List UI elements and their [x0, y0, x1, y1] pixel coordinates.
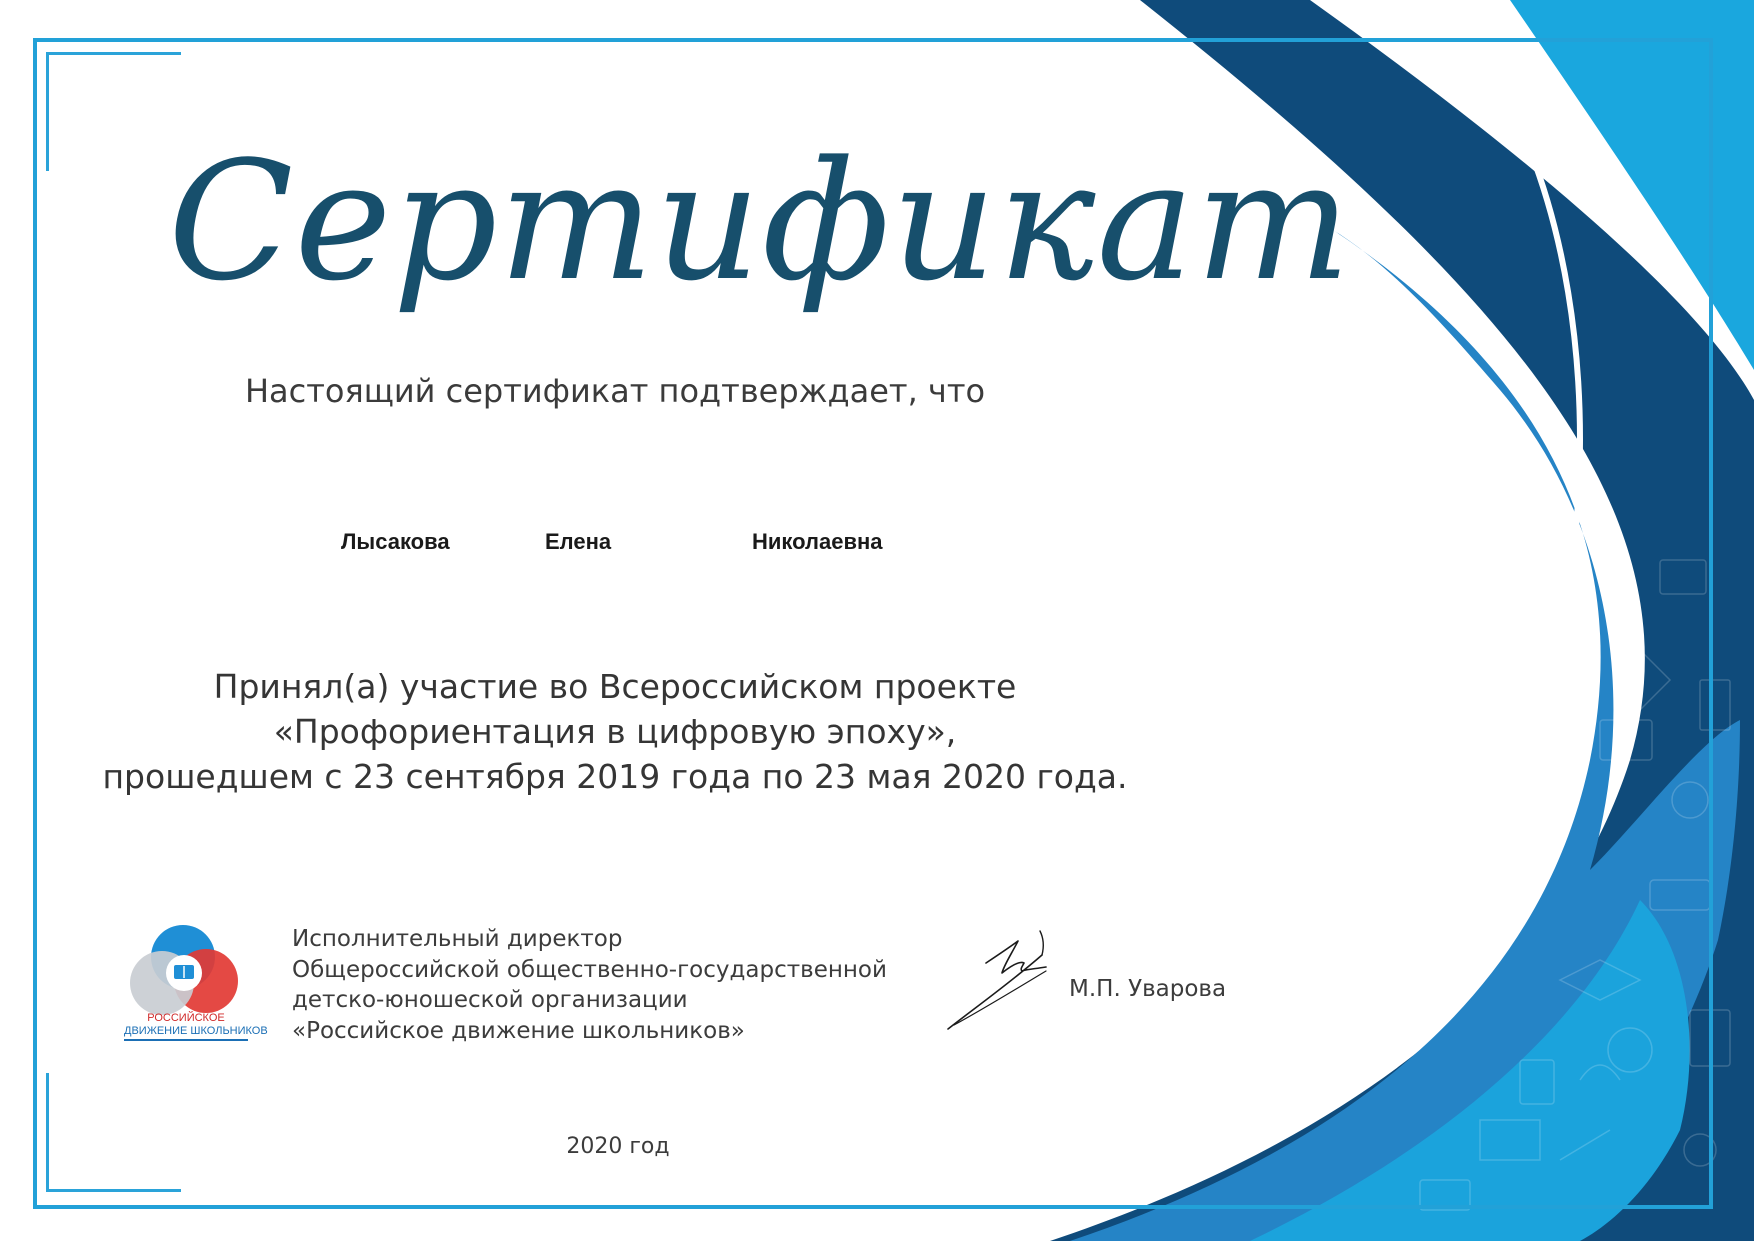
org-line-2: Общероссийской общественно-государственной — [292, 956, 887, 983]
recipient-last-name: Лысакова — [341, 529, 450, 554]
org-line-4: «Российское движение школьников» — [292, 1017, 745, 1044]
recipient-patronymic: Николаевна — [752, 529, 883, 554]
frame-corner-top-left — [46, 52, 181, 171]
body-line-1: Принял(а) участие во Всероссийском проекте — [213, 667, 1017, 706]
signer-name: М.П. Уварова — [1069, 976, 1227, 1002]
logo-caption-line-1: РОССИЙСКОЕ — [147, 1012, 225, 1024]
logo-caption-line-2: ДВИЖЕНИЕ ШКОЛЬНИКОВ — [124, 1025, 248, 1041]
certificate-year: 2020 год — [566, 1134, 670, 1159]
certificate-body — [0, 664, 1230, 799]
certificate-intro: Настоящий сертификат подтверждает, что — [244, 372, 986, 410]
recipient-first-name: Елена — [545, 529, 612, 554]
frame-corner-bottom-left — [46, 1073, 181, 1192]
org-line-3: детско-юношеской организации — [292, 987, 688, 1013]
certificate-title: Сертификат — [168, 126, 1352, 317]
organization-block — [292, 924, 887, 1046]
body-line-2: «Профориентация в цифровую эпоху», — [273, 712, 957, 751]
body-line-3: прошедшем с 23 сентября 2019 года по 23 мая 2020 года. — [102, 757, 1128, 796]
org-line-1: Исполнительный директор — [292, 926, 623, 952]
handwritten-signature-icon — [946, 925, 1058, 1033]
logo-caption — [124, 1012, 268, 1041]
